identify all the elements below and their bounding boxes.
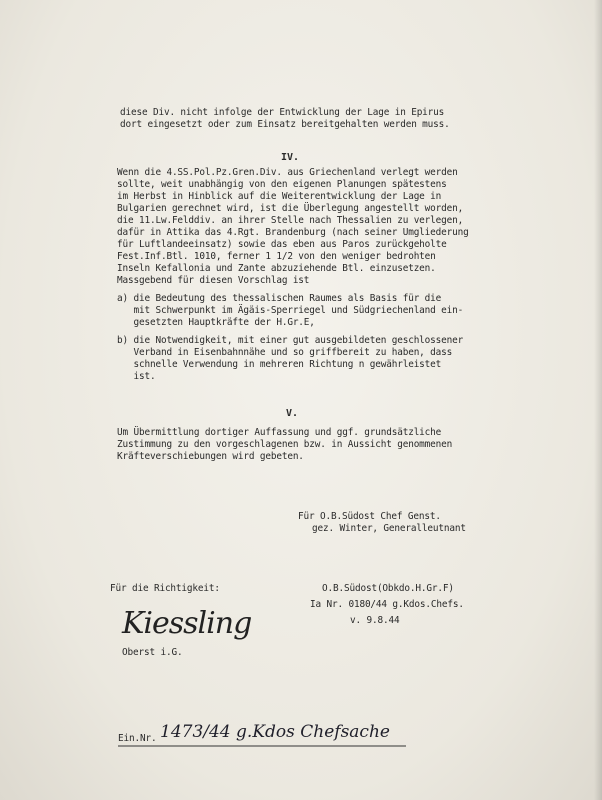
- handwritten-signature: Kiessling: [122, 606, 252, 641]
- signature-block-line-2: gez. Winter, Generalleutnant: [312, 523, 466, 534]
- certification-label: Für die Richtigkeit:: [110, 583, 220, 594]
- section-iv-line: sollte, weit unabhängig von den eigenen Planungen spätestens: [117, 179, 447, 190]
- section-iv-line: Fest.Inf.Btl. 1010, ferner 1 1/2 von den weniger bedrohten: [117, 251, 436, 262]
- reference-line-1: O.B.Südost(Obkdo.H.Gr.F): [322, 583, 454, 594]
- section-iv-line: die 11.Lw.Felddiv. an ihrer Stelle nach Thessalien zu verlegen,: [117, 215, 464, 226]
- section-v-line: Zustimmung zu den vorgeschlagenen bzw. in Aussicht genommenen: [117, 439, 453, 450]
- section-iv-line: dafür in Attika das 4.Rgt. Brandenburg (nach seiner Umgliederung: [117, 227, 469, 238]
- item-b-line: Verband in Eisenbahnnähe und so griffbereit zu haben, dass: [117, 347, 453, 358]
- reference-line-3: v. 9.8.44: [350, 615, 400, 626]
- section-iv-heading: IV.: [281, 152, 300, 163]
- item-b-line: b) die Notwendigkeit, mit einer gut ausgebildeten geschlossener: [117, 335, 464, 346]
- section-v-line: Kräfteverschiebungen wird gebeten.: [117, 451, 304, 462]
- section-iv-line: für Luftlandeeinsatz) sowie das eben aus Paros zurückgeholte: [117, 239, 447, 250]
- certification-rank: Oberst i.G.: [122, 647, 183, 658]
- intro-line-2: dort eingesetzt oder zum Einsatz bereitgehalten werden muss.: [120, 119, 450, 130]
- item-a-line: mit Schwerpunkt im Ägäis-Sperriegel und Südgriechenland ein-: [117, 305, 464, 316]
- item-b-line: schnelle Verwendung in mehreren Richtung n gewährleistet: [117, 359, 442, 370]
- page-edge-shadow: [594, 0, 602, 800]
- intro-line-1: diese Div. nicht infolge der Entwicklung der Lage in Epirus: [120, 107, 445, 118]
- section-iv-line: Massgebend für diesen Vorschlag ist: [117, 275, 310, 286]
- section-iv-line: Inseln Kefallonia und Zante abzuziehende Btl. einzusetzen.: [117, 263, 436, 274]
- item-a-line: a) die Bedeutung des thessalischen Raumes als Basis für die: [117, 293, 442, 304]
- footer-label: Ein.Nr.: [118, 733, 157, 744]
- section-iv-line: im Herbst in Hinblick auf die Weiterentwicklung der Lage in: [117, 191, 442, 202]
- item-a-line: gesetzten Hauptkräfte der H.Gr.E,: [117, 317, 315, 328]
- item-b-line: ist.: [117, 371, 156, 382]
- reference-line-2: Ia Nr. 0180/44 g.Kdos.Chefs.: [310, 599, 464, 610]
- section-v-heading: V.: [286, 408, 299, 419]
- section-v-line: Um Übermittlung dortiger Auffassung und ggf. grundsätzliche: [117, 427, 442, 438]
- section-iv-line: Wenn die 4.SS.Pol.Pz.Gren.Div. aus Griechenland verlegt werden: [117, 167, 458, 178]
- section-iv-line: Bulgarien gerechnet wird, ist die Überlegung angestellt worden,: [117, 203, 464, 214]
- footer-underline: [118, 744, 408, 748]
- footer-handwritten-number: 1473/44 g.Kdos Chefsache: [160, 722, 390, 742]
- signature-block-line-1: Für O.B.Südost Chef Genst.: [298, 511, 441, 522]
